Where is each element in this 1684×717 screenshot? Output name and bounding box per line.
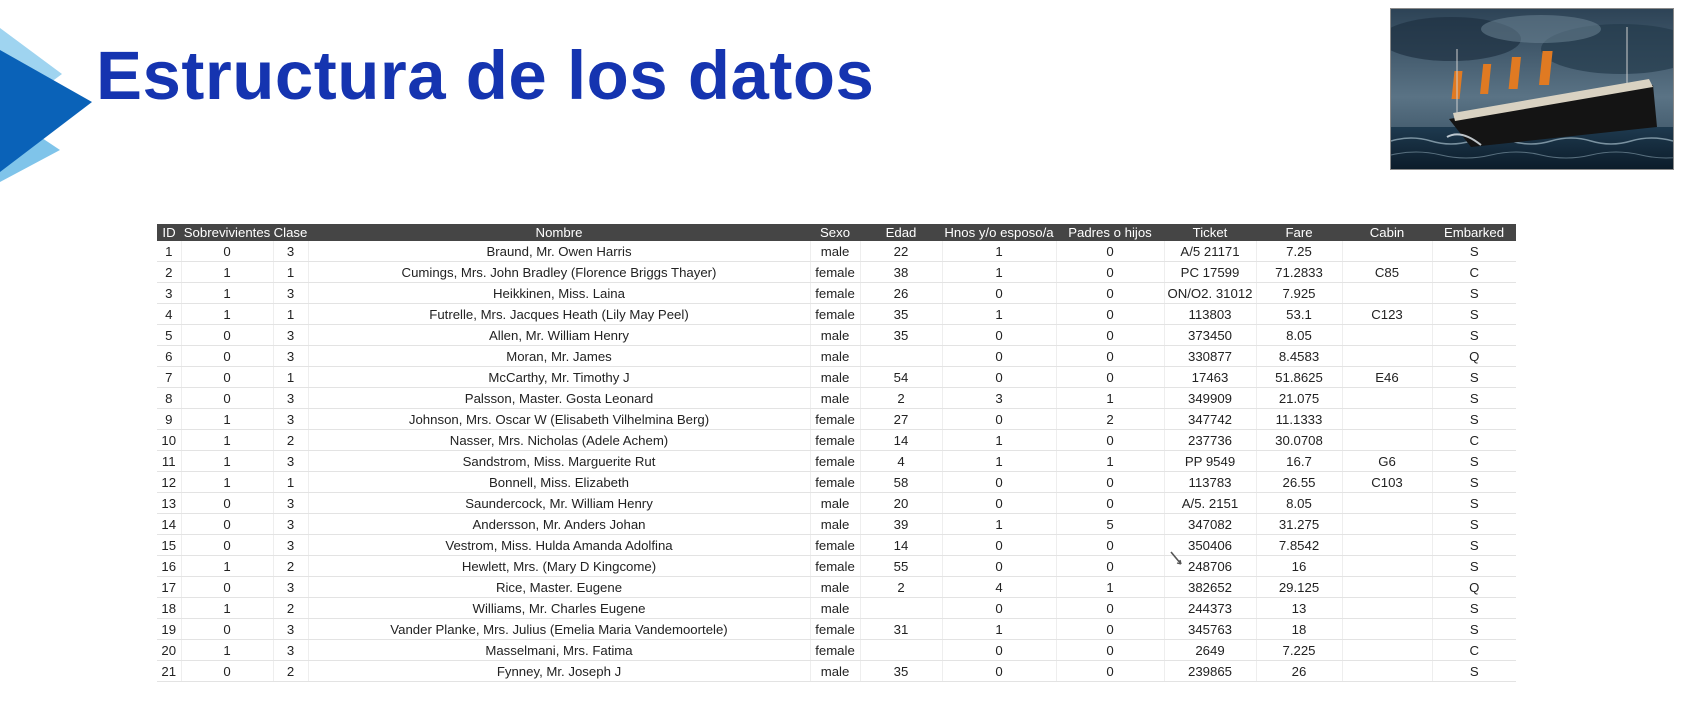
cell-padres: 0 [1056,367,1164,388]
cell-sexo: male [810,367,860,388]
cell-ticket: 350406 [1164,535,1256,556]
col-header-embarked: Embarked [1432,224,1516,241]
cell-ticket: 349909 [1164,388,1256,409]
cell-embarked: C [1432,430,1516,451]
cell-cabin [1342,661,1432,682]
cell-clase: 3 [273,283,308,304]
table-row [157,556,1516,577]
cell-sexo: male [810,577,860,598]
cell-cabin [1342,409,1432,430]
cell-nombre: Saundercock, Mr. William Henry [308,493,810,514]
table-row [157,241,1516,262]
cell-embarked: C [1432,262,1516,283]
cell-sexo: female [810,262,860,283]
cell-nombre: Futrelle, Mrs. Jacques Heath (Lily May Peel) [308,304,810,325]
cell-ticket: 373450 [1164,325,1256,346]
cell-id: 6 [157,346,181,367]
cell-id: 4 [157,304,181,325]
cell-sexo: female [810,556,860,577]
data-table [157,224,1516,682]
cell-ticket: 382652 [1164,577,1256,598]
cell-id: 3 [157,283,181,304]
cell-hermanos: 0 [942,661,1056,682]
cell-edad: 58 [860,472,942,493]
cell-id: 1 [157,241,181,262]
cell-embarked: S [1432,388,1516,409]
cell-id: 16 [157,556,181,577]
cell-id: 20 [157,640,181,661]
cell-cabin: C103 [1342,472,1432,493]
cell-nombre: Bonnell, Miss. Elizabeth [308,472,810,493]
slide-title: Estructura de los datos [96,37,875,114]
cell-fare: 26 [1256,661,1342,682]
cell-sobrevivientes: 0 [181,661,273,682]
cell-clase: 3 [273,514,308,535]
cell-edad: 4 [860,451,942,472]
cell-padres: 0 [1056,619,1164,640]
cell-ticket: 345763 [1164,619,1256,640]
cell-nombre: Sandstrom, Miss. Marguerite Rut [308,451,810,472]
cell-ticket: PP 9549 [1164,451,1256,472]
cell-edad: 14 [860,535,942,556]
cell-nombre: Moran, Mr. James [308,346,810,367]
cell-id: 17 [157,577,181,598]
cell-embarked: S [1432,619,1516,640]
cell-sobrevivientes: 0 [181,514,273,535]
cell-sobrevivientes: 1 [181,556,273,577]
cell-edad: 35 [860,325,942,346]
cell-embarked: S [1432,304,1516,325]
cell-sexo: female [810,430,860,451]
cell-hermanos: 1 [942,451,1056,472]
cell-padres: 0 [1056,640,1164,661]
cell-fare: 8.05 [1256,493,1342,514]
cell-sobrevivientes: 1 [181,409,273,430]
cell-nombre: McCarthy, Mr. Timothy J [308,367,810,388]
cell-edad: 2 [860,388,942,409]
cell-hermanos: 0 [942,556,1056,577]
table-row [157,388,1516,409]
cell-id: 2 [157,262,181,283]
cell-edad: 22 [860,241,942,262]
cell-edad: 2 [860,577,942,598]
cell-sexo: female [810,619,860,640]
cell-cabin: C85 [1342,262,1432,283]
cell-edad [860,598,942,619]
cell-clase: 3 [273,577,308,598]
cell-sexo: female [810,451,860,472]
cell-sobrevivientes: 1 [181,304,273,325]
cell-hermanos: 1 [942,241,1056,262]
cell-nombre: Johnson, Mrs. Oscar W (Elisabeth Vilhelmina Berg) [308,409,810,430]
cell-cabin [1342,388,1432,409]
cell-embarked: S [1432,598,1516,619]
cell-fare: 7.8542 [1256,535,1342,556]
table-row [157,535,1516,556]
table-row [157,598,1516,619]
cell-embarked: S [1432,493,1516,514]
cell-nombre: Hewlett, Mrs. (Mary D Kingcome) [308,556,810,577]
cell-ticket: 17463 [1164,367,1256,388]
cell-padres: 2 [1056,409,1164,430]
cell-fare: 30.0708 [1256,430,1342,451]
cell-hermanos: 0 [942,409,1056,430]
cell-sexo: male [810,346,860,367]
cell-ticket: 248706 [1164,556,1256,577]
cell-clase: 1 [273,262,308,283]
cell-sexo: male [810,241,860,262]
cell-padres: 0 [1056,346,1164,367]
cell-hermanos: 3 [942,388,1056,409]
cell-embarked: S [1432,556,1516,577]
cell-embarked: S [1432,409,1516,430]
table-row [157,493,1516,514]
cell-edad: 38 [860,262,942,283]
cell-padres: 0 [1056,493,1164,514]
table-row [157,661,1516,682]
cell-fare: 7.25 [1256,241,1342,262]
col-header-sobrevivientes: Sobrevivientes [181,224,273,241]
cell-id: 10 [157,430,181,451]
cell-cabin: E46 [1342,367,1432,388]
cell-clase: 3 [273,409,308,430]
cell-id: 14 [157,514,181,535]
table-row [157,472,1516,493]
cell-sobrevivientes: 1 [181,640,273,661]
cell-clase: 3 [273,451,308,472]
cell-ticket: 347082 [1164,514,1256,535]
cell-padres: 0 [1056,430,1164,451]
cell-ticket: 347742 [1164,409,1256,430]
cell-embarked: S [1432,241,1516,262]
cell-nombre: Vander Planke, Mrs. Julius (Emelia Maria Vandemoortele) [308,619,810,640]
cell-ticket: 2649 [1164,640,1256,661]
cell-clase: 3 [273,640,308,661]
cell-hermanos: 0 [942,598,1056,619]
cell-padres: 1 [1056,451,1164,472]
cell-cabin [1342,640,1432,661]
cell-clase: 1 [273,304,308,325]
col-header-fare: Fare [1256,224,1342,241]
cell-cabin [1342,325,1432,346]
cell-sexo: female [810,535,860,556]
table-row [157,577,1516,598]
cell-nombre: Heikkinen, Miss. Laina [308,283,810,304]
cell-clase: 2 [273,598,308,619]
col-header-padres: Padres o hijos [1056,224,1164,241]
cell-edad: 39 [860,514,942,535]
cell-cabin [1342,556,1432,577]
cell-ticket: 244373 [1164,598,1256,619]
table-row [157,619,1516,640]
col-header-ticket: Ticket [1164,224,1256,241]
cell-fare: 13 [1256,598,1342,619]
cell-hermanos: 0 [942,283,1056,304]
table-row [157,451,1516,472]
cell-id: 9 [157,409,181,430]
cell-nombre: Allen, Mr. William Henry [308,325,810,346]
cell-ticket: 113783 [1164,472,1256,493]
cell-sexo: female [810,640,860,661]
cell-fare: 7.925 [1256,283,1342,304]
cell-edad: 55 [860,556,942,577]
cell-padres: 0 [1056,598,1164,619]
cell-sexo: male [810,514,860,535]
cell-clase: 2 [273,661,308,682]
table-row [157,514,1516,535]
cell-ticket: 237736 [1164,430,1256,451]
cell-cabin [1342,430,1432,451]
cell-sexo: female [810,283,860,304]
cell-id: 11 [157,451,181,472]
cell-nombre: Rice, Master. Eugene [308,577,810,598]
cell-hermanos: 0 [942,493,1056,514]
col-header-clase: Clase [273,225,308,240]
cell-nombre: Nasser, Mrs. Nicholas (Adele Achem) [308,430,810,451]
cell-id: 13 [157,493,181,514]
cell-hermanos: 0 [942,472,1056,493]
cell-embarked: S [1432,283,1516,304]
cell-cabin: C123 [1342,304,1432,325]
cell-fare: 8.4583 [1256,346,1342,367]
cell-hermanos: 0 [942,367,1056,388]
col-header-hermanos: Hnos y/o esposo/a [942,224,1056,241]
cell-clase: 3 [273,619,308,640]
cell-nombre: Vestrom, Miss. Hulda Amanda Adolfina [308,535,810,556]
cell-ticket: 239865 [1164,661,1256,682]
cell-ticket: 330877 [1164,346,1256,367]
cell-padres: 0 [1056,661,1164,682]
cell-sobrevivientes: 1 [181,283,273,304]
cell-sobrevivientes: 0 [181,493,273,514]
cell-embarked: S [1432,325,1516,346]
cell-edad [860,346,942,367]
cell-fare: 71.2833 [1256,262,1342,283]
table-row [157,325,1516,346]
mouse-cursor-icon [1169,550,1185,568]
cell-sobrevivientes: 0 [181,241,273,262]
col-header-id: ID [157,224,181,241]
cell-clase: 3 [273,241,308,262]
cell-sexo: female [810,304,860,325]
cell-edad: 35 [860,661,942,682]
cell-sobrevivientes: 1 [181,472,273,493]
cell-nombre: Braund, Mr. Owen Harris [308,241,810,262]
cell-sobrevivientes: 0 [181,535,273,556]
cell-hermanos: 1 [942,262,1056,283]
cell-fare: 53.1 [1256,304,1342,325]
col-header-edad: Edad [860,224,942,241]
cell-edad: 14 [860,430,942,451]
cell-cabin [1342,241,1432,262]
cell-nombre: Masselmani, Mrs. Fatima [308,640,810,661]
header-row [157,224,1516,241]
cell-clase: 3 [273,388,308,409]
cell-sobrevivientes: 0 [181,619,273,640]
cell-fare: 7.225 [1256,640,1342,661]
cell-id: 5 [157,325,181,346]
cell-padres: 0 [1056,556,1164,577]
cell-cabin [1342,619,1432,640]
cell-sobrevivientes: 0 [181,388,273,409]
cell-clase: 2 [273,556,308,577]
cell-id: 7 [157,367,181,388]
cell-sobrevivientes: 1 [181,451,273,472]
cell-hermanos: 1 [942,430,1056,451]
cell-sexo: male [810,598,860,619]
cell-nombre: Cumings, Mrs. John Bradley (Florence Briggs Thayer) [308,262,810,283]
cell-embarked: C [1432,640,1516,661]
cell-clase: 3 [273,325,308,346]
cell-cabin [1342,346,1432,367]
cell-cabin [1342,283,1432,304]
cell-id: 15 [157,535,181,556]
cell-clase: 1 [273,472,308,493]
cell-cabin [1342,598,1432,619]
cell-ticket: 113803 [1164,304,1256,325]
cell-padres: 0 [1056,283,1164,304]
cell-cabin [1342,493,1432,514]
cell-sobrevivientes: 1 [181,262,273,283]
cell-fare: 26.55 [1256,472,1342,493]
cell-edad: 31 [860,619,942,640]
cell-cabin [1342,514,1432,535]
table-row [157,262,1516,283]
cell-padres: 0 [1056,535,1164,556]
cell-padres: 1 [1056,388,1164,409]
cell-fare: 51.8625 [1256,367,1342,388]
table-row [157,304,1516,325]
cell-ticket: ON/O2. 31012 [1164,283,1256,304]
table-row [157,409,1516,430]
cell-sexo: female [810,409,860,430]
cell-embarked: S [1432,451,1516,472]
arrow-decoration [0,22,95,182]
col-header-nombre: Nombre [308,224,810,241]
cell-clase: 3 [273,346,308,367]
cell-embarked: Q [1432,577,1516,598]
cell-fare: 16.7 [1256,451,1342,472]
cell-padres: 0 [1056,325,1164,346]
cell-id: 19 [157,619,181,640]
table-row [157,283,1516,304]
cell-hermanos: 1 [942,304,1056,325]
col-header-sexo: Sexo [810,224,860,241]
cell-embarked: S [1432,367,1516,388]
cell-nombre: Fynney, Mr. Joseph J [308,661,810,682]
cell-hermanos: 1 [942,514,1056,535]
cell-fare: 31.275 [1256,514,1342,535]
cell-padres: 0 [1056,262,1164,283]
cell-hermanos: 0 [942,346,1056,367]
cell-padres: 5 [1056,514,1164,535]
cell-sexo: female [810,472,860,493]
cell-ticket: PC 17599 [1164,262,1256,283]
cell-edad: 54 [860,367,942,388]
cell-nombre: Andersson, Mr. Anders Johan [308,514,810,535]
cell-sobrevivientes: 0 [181,346,273,367]
cell-sobrevivientes: 0 [181,325,273,346]
cell-sexo: male [810,493,860,514]
cell-ticket: A/5. 2151 [1164,493,1256,514]
cell-nombre: Palsson, Master. Gosta Leonard [308,388,810,409]
cell-nombre: Williams, Mr. Charles Eugene [308,598,810,619]
cell-cabin [1342,577,1432,598]
cell-embarked: S [1432,661,1516,682]
cell-id: 8 [157,388,181,409]
cell-hermanos: 4 [942,577,1056,598]
cell-id: 21 [157,661,181,682]
cell-sobrevivientes: 0 [181,577,273,598]
cell-edad: 35 [860,304,942,325]
cell-edad: 27 [860,409,942,430]
cell-hermanos: 0 [942,535,1056,556]
cell-sexo: male [810,388,860,409]
cell-cabin: G6 [1342,451,1432,472]
table-row [157,367,1516,388]
cell-clase: 3 [273,535,308,556]
cell-fare: 18 [1256,619,1342,640]
table-row [157,430,1516,451]
cell-sobrevivientes: 1 [181,430,273,451]
col-header-cabin: Cabin [1342,224,1432,241]
cell-edad [860,640,942,661]
cell-sexo: male [810,661,860,682]
table-row [157,640,1516,661]
cell-id: 18 [157,598,181,619]
cell-sexo: male [810,325,860,346]
cell-padres: 0 [1056,304,1164,325]
cell-fare: 11.1333 [1256,409,1342,430]
cell-clase: 1 [273,367,308,388]
cell-hermanos: 0 [942,640,1056,661]
cell-padres: 0 [1056,241,1164,262]
cell-id: 12 [157,472,181,493]
titanic-image [1390,8,1674,170]
cell-clase: 3 [273,493,308,514]
cell-edad: 20 [860,493,942,514]
cell-embarked: S [1432,472,1516,493]
cell-padres: 0 [1056,472,1164,493]
cell-fare: 29.125 [1256,577,1342,598]
cell-clase: 2 [273,430,308,451]
cell-embarked: Q [1432,346,1516,367]
cell-fare: 16 [1256,556,1342,577]
cell-hermanos: 0 [942,325,1056,346]
cell-fare: 8.05 [1256,325,1342,346]
cell-ticket: A/5 21171 [1164,241,1256,262]
table-row [157,346,1516,367]
cell-edad: 26 [860,283,942,304]
cell-cabin [1342,535,1432,556]
cell-embarked: S [1432,535,1516,556]
cell-padres: 1 [1056,577,1164,598]
cell-sobrevivientes: 1 [181,598,273,619]
cell-embarked: S [1432,514,1516,535]
cell-fare: 21.075 [1256,388,1342,409]
cell-hermanos: 1 [942,619,1056,640]
cell-sobrevivientes: 0 [181,367,273,388]
